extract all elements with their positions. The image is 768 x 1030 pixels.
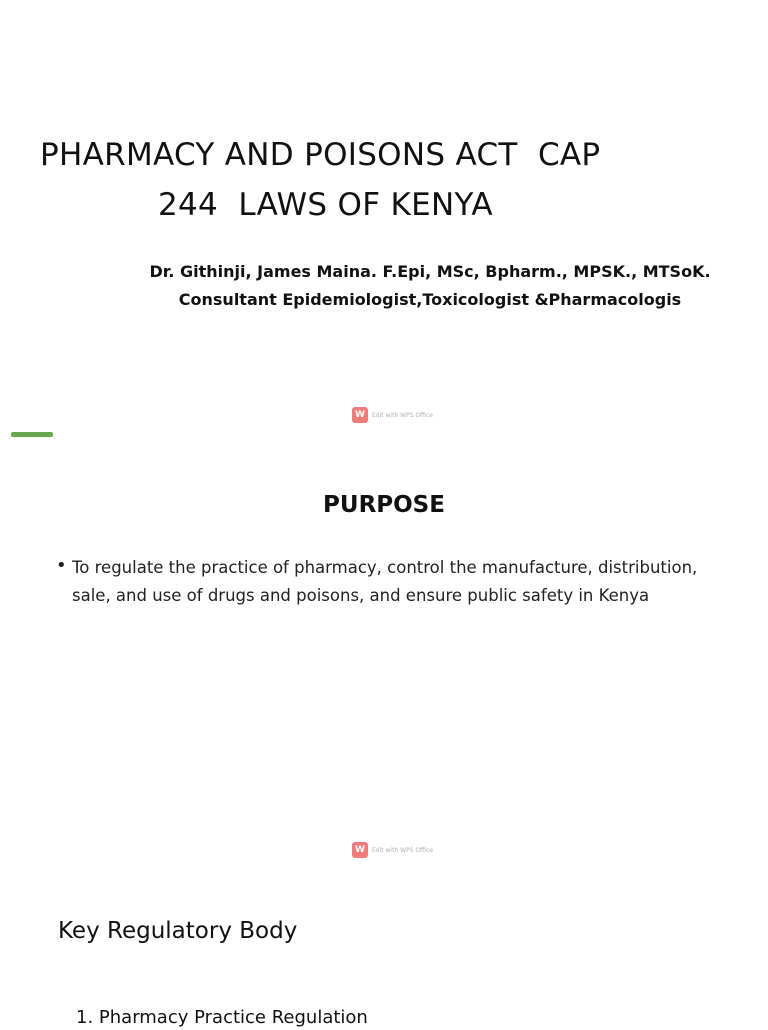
wps-office-logo-icon: W [352, 842, 368, 858]
title-slide [0, 0, 768, 434]
wps-watermark [352, 407, 433, 423]
wps-watermark [352, 842, 433, 858]
regulatory-list [76, 1006, 368, 1030]
key-regulatory-heading: Key Regulatory Body [58, 918, 298, 944]
watermark-text: Edit with WPS Office [372, 846, 433, 854]
regulatory-body-slide [0, 845, 768, 1028]
watermark-text: Edit with WPS Office [372, 411, 433, 419]
bullet-text: To regulate the practice of pharmacy, control the manufacture, distribution, sale, and use of drugs and poisons, and ensure public safety in Kenya [72, 558, 698, 605]
author-role: Consultant Epidemiologist,Toxicologist &Pharmacologis [178, 290, 682, 309]
author-credentials: Dr. Githinji, James Maina. F.Epi, MSc, Bpharm., MPSK., MTSoK. [149, 262, 711, 281]
slide-divider-accent [11, 432, 53, 437]
list-item: 1. Pharmacy Practice Regulation [76, 1007, 368, 1028]
purpose-slide [0, 438, 768, 868]
slide-title-line-2: 244 LAWS OF KENYA [158, 187, 493, 223]
purpose-heading: PURPOSE [323, 492, 445, 518]
purpose-bullet-list [56, 554, 706, 609]
wps-office-logo-icon: W [352, 407, 368, 423]
slide-title-line-1: PHARMACY AND POISONS ACT CAP [40, 137, 601, 173]
bullet-item [56, 554, 706, 609]
bullet-icon: • [56, 555, 67, 576]
